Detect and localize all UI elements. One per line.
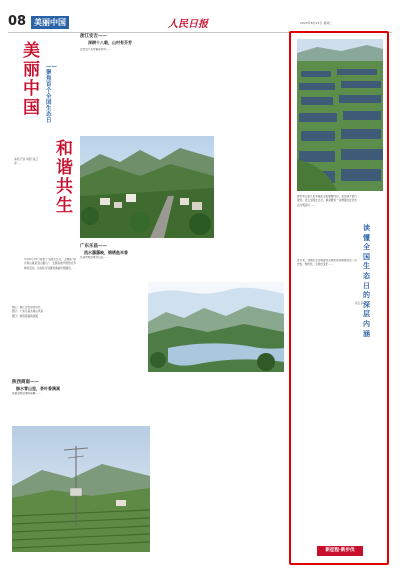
article-subtitle: 深耕十八载，山村有芬芳 (88, 40, 132, 45)
article-body: 乐昌市地处粤北山区…… (80, 256, 109, 259)
tea-field-illustration (12, 426, 150, 552)
filler-text-col7 (154, 380, 222, 540)
main-title-line-1: 美丽中国 (23, 41, 40, 118)
commentary-title: 读懂全国生态日的深层内涵 (363, 223, 370, 338)
filler-text-col5 (218, 256, 286, 284)
commentary-body-b (297, 383, 383, 569)
main-title-line-2: 和谐共生 (56, 139, 73, 216)
article-subtitle: 流水潺潺映，锦绣鱼米香 (84, 250, 128, 255)
commentary-box[interactable] (289, 31, 389, 565)
note-2: 图②：广东乐昌九峰山风景 (12, 310, 44, 314)
date-line: 2023年8月15日 星期二 (300, 21, 333, 25)
footer-badge[interactable]: 新征程·新步伐 (317, 546, 363, 556)
note-1: 图①：浙江安吉余村风光 (12, 306, 41, 309)
photo-solar-fields (297, 39, 383, 191)
filler-text-col4 (148, 244, 214, 280)
photo-shaanxi-tea (12, 426, 150, 552)
left-intro: 今年8月15日是首个全国生态日，主题是“绿水青山就是金山银山”。全国各地开展形式多样的活动，以实际行动推进美丽中国建设。 (24, 258, 76, 270)
solar-field-illustration (297, 39, 383, 191)
reporters-credit: 本报记者 刘毅 寇江泽 … (14, 157, 39, 165)
commentary-lead: 绿水青山是人民幸福生活的重要内容，是金钱不能代替的。设立全国生态日，就是要进一步增强全社会生态文明意识…… (297, 195, 357, 207)
page-number: 08 (8, 14, 27, 29)
article-body: 商南县地处秦岭南麓…… (12, 392, 41, 395)
note-3: 图③：陕西商南的茶园 (12, 314, 38, 318)
masthead: 人民日报 (168, 19, 208, 30)
article-title: 广东乐昌—— (80, 244, 107, 249)
commentary-body-a: 近年来，我国生态文明建设从理论到实践都发生了历史性、转折性、全局性变化…… (297, 259, 357, 267)
article-zhejiang (80, 34, 146, 134)
village-illustration (80, 136, 214, 238)
left-title-column (9, 36, 77, 256)
article-body: 安吉县天荒坪镇余村村…… (80, 48, 112, 51)
filler-text-col2 (148, 34, 214, 134)
article-subtitle: 绿水青山里，茶叶香满溪 (16, 386, 60, 391)
article-title: 浙江安吉—— (80, 34, 107, 39)
article-shaanxi (12, 380, 78, 420)
filler-text-col6 (84, 380, 152, 420)
article-guangdong (80, 244, 146, 280)
filler-text-col8 (226, 380, 288, 550)
article-title: 陕西商南—— (12, 380, 39, 385)
filler-text-col3 (218, 34, 286, 254)
photo-zhejiang-village (80, 136, 214, 238)
title-subtitle: ——聚焦首个全国生态日 (46, 64, 57, 124)
photo-guangdong-river (148, 282, 284, 372)
section-label: 美丽中国 (31, 16, 69, 29)
river-illustration (148, 282, 284, 372)
commentary-author: 寇江泽 (355, 301, 364, 305)
left-notes (12, 306, 76, 356)
